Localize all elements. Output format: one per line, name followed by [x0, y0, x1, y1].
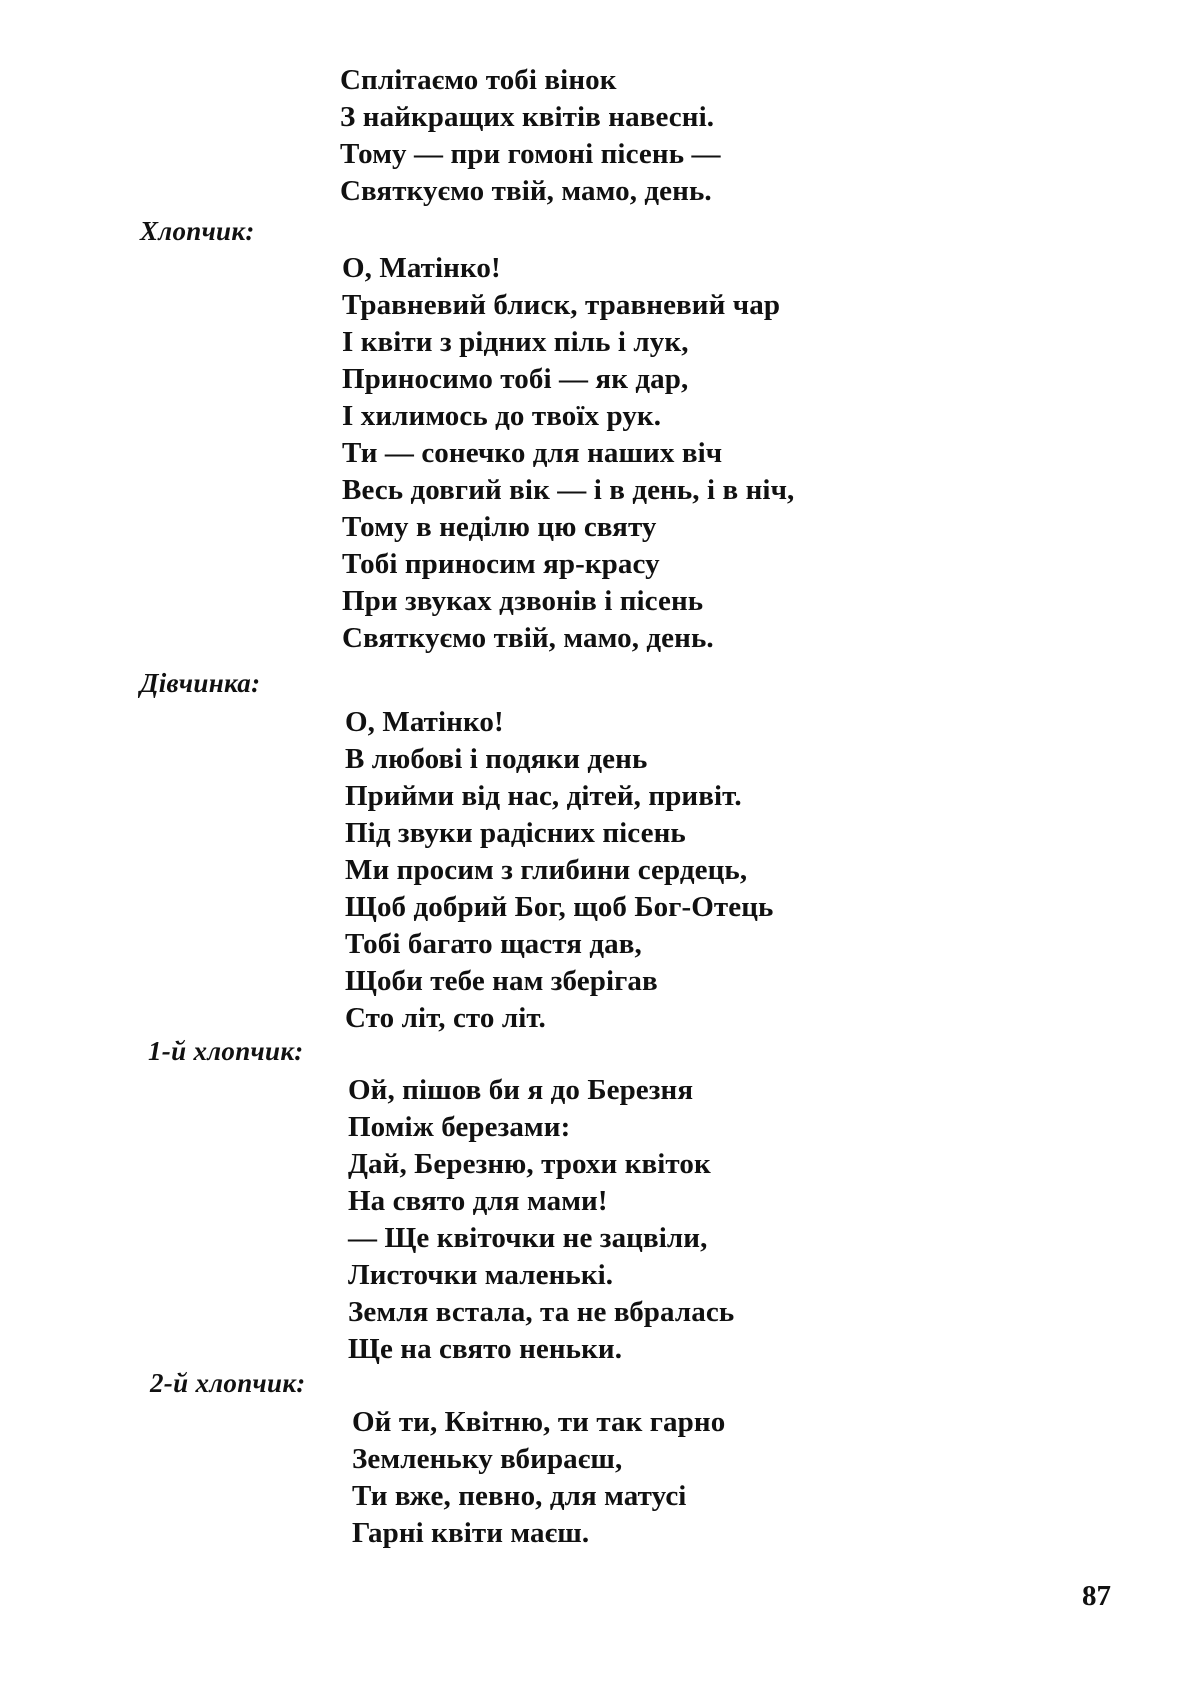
verse-line: В любові і подяки день: [345, 743, 648, 775]
speaker-label: Дівчинка:: [140, 668, 261, 698]
verse-line: Приносимо тобі — як дар,: [342, 363, 689, 395]
speaker-label: 1-й хлопчик:: [148, 1036, 304, 1066]
verse-line: Ми просим з глибини сердець,: [345, 854, 748, 886]
verse-line: Щоб добрий Бог, щоб Бог-Отець: [345, 891, 774, 923]
speaker-label: Хлопчик:: [140, 216, 255, 246]
page-number: 87: [1082, 1580, 1111, 1612]
verse-line: Ти — сонечко для наших віч: [342, 437, 723, 469]
verse-line: Листочки маленькі.: [348, 1259, 614, 1291]
stanza-lines: [345, 704, 773, 1037]
verse-line: Ой ти, Квітню, ти так гарно: [352, 1406, 726, 1438]
stanza-lines: [352, 1404, 725, 1552]
verse-line: Прийми від нас, дітей, привіт.: [345, 780, 742, 812]
verse-line: І квіти з рідних піль і лук,: [342, 326, 689, 358]
stanza-lines: [340, 62, 721, 210]
verse-line: Тому — при гомоні пісень —: [340, 138, 721, 170]
verse-line: Поміж березами:: [348, 1111, 571, 1143]
verse-line: На свято для мами!: [348, 1185, 608, 1217]
verse-line: Святкуємо твій, мамо, день.: [342, 622, 714, 654]
stanza-lines: [342, 250, 794, 657]
verse-line: Дай, Березню, трохи квіток: [348, 1148, 711, 1180]
verse-line: При звуках дзвонів і пісень: [342, 585, 704, 617]
verse-line: О, Матінко!: [345, 706, 504, 738]
verse-line: Гарні квіти маєш.: [352, 1517, 590, 1549]
verse-line: О, Матінко!: [342, 252, 501, 284]
verse-line: Святкуємо твій, мамо, день.: [340, 175, 712, 207]
verse-line: Сто літ, сто літ.: [345, 1002, 546, 1034]
verse-line: Травневий блиск, травневий чар: [342, 289, 781, 321]
verse-line: Під звуки радісних пісень: [345, 817, 686, 849]
speaker-label: 2-й хлопчик:: [150, 1368, 306, 1398]
stanza-lines: [348, 1072, 734, 1368]
verse-line: Ой, пішов би я до Березня: [348, 1074, 694, 1106]
verse-line: Тобі багато щастя дав,: [345, 928, 642, 960]
verse-line: Ти вже, певно, для матусі: [352, 1480, 687, 1512]
verse-line: Тому в неділю цю святу: [342, 511, 657, 543]
verse-line: Весь довгий вік — і в день, і в ніч,: [342, 474, 795, 506]
verse-line: Сплітаємо тобі вінок: [340, 64, 617, 96]
verse-line: — Ще квіточки не зацвіли,: [348, 1222, 708, 1254]
verse-line: Ще на свято неньки.: [348, 1333, 623, 1365]
verse-line: Щоби тебе нам зберігав: [345, 965, 658, 997]
verse-line: Тобі приносим яр-красу: [342, 548, 660, 580]
verse-line: З найкращих квітів навесні.: [340, 101, 715, 133]
verse-line: Земля встала, та не вбралась: [348, 1296, 735, 1328]
verse-line: Земленьку вбираєш,: [352, 1443, 623, 1475]
verse-line: І хилимось до твоїх рук.: [342, 400, 662, 432]
